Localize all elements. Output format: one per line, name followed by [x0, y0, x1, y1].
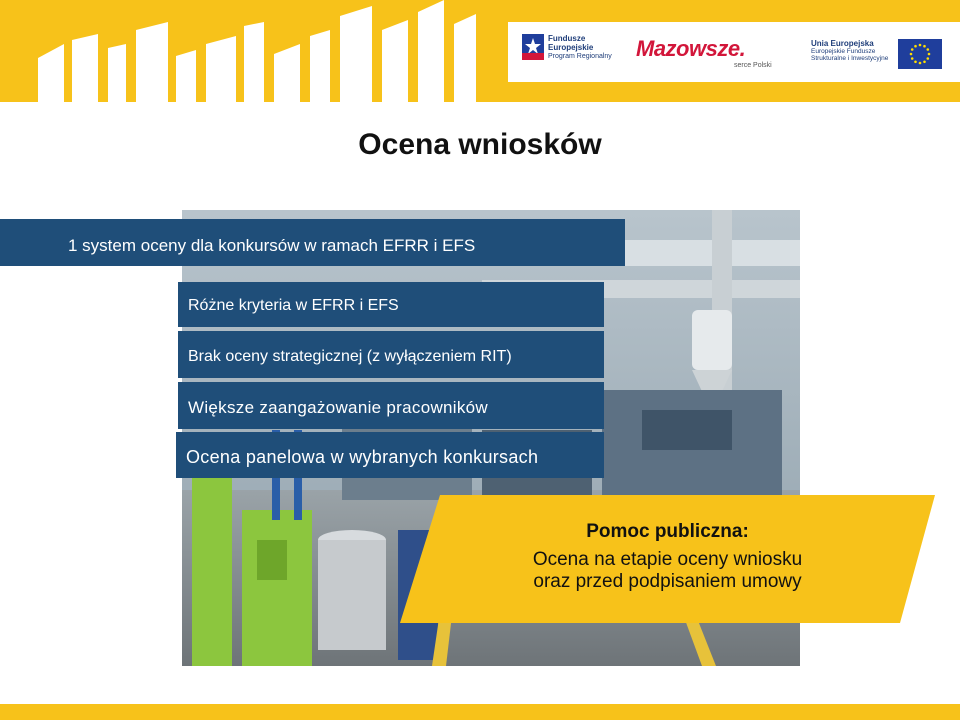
logos-panel: [508, 22, 960, 82]
fundusze-line1: Fundusze: [548, 34, 586, 43]
mazowsze-name: Mazowsze.: [636, 36, 746, 61]
fundusze-line2: Europejskie: [548, 43, 594, 52]
bar-no-strategic-evaluation: Brak oceny strategicznej (z wyłączeniem RIT): [178, 331, 604, 378]
bar-one-system: 1 system oceny dla konkursów w ramach EFRR i EFS: [0, 219, 625, 266]
footer-band: [0, 704, 960, 720]
fundusze-line3: Program Regionalny: [548, 53, 612, 60]
callout-heading: Pomoc publiczna:: [586, 521, 749, 542]
callout-line1: Ocena na etapie oceny wniosku: [532, 549, 803, 570]
fundusze-star-icon: [522, 34, 544, 60]
eu-flag-icon: [898, 39, 942, 69]
ue-line2: Europejskie Fundusze: [811, 48, 876, 55]
mazowsze-logo: [636, 36, 796, 76]
mazowsze-tagline: serce Polski: [734, 62, 772, 69]
callout-line2: oraz przed podpisaniem umowy: [533, 571, 802, 592]
bar-different-criteria: Różne kryteria w EFRR i EFS: [178, 282, 604, 327]
ue-line1: Unia Europejska: [811, 39, 874, 48]
callout-text: [465, 521, 870, 593]
ue-logo-text: [811, 39, 891, 62]
bar-panel-evaluation: Ocena panelowa w wybranych konkursach: [176, 432, 604, 478]
bar-employee-engagement: Większe zaangażowanie pracowników: [178, 382, 604, 429]
ue-line3: Strukturalne i Inwestycyjne: [811, 55, 889, 62]
header-band: [0, 0, 960, 102]
header-decoration: [0, 0, 520, 102]
slide-title: Ocena wniosków: [358, 128, 602, 161]
fundusze-europejskie-logo: [522, 34, 642, 74]
